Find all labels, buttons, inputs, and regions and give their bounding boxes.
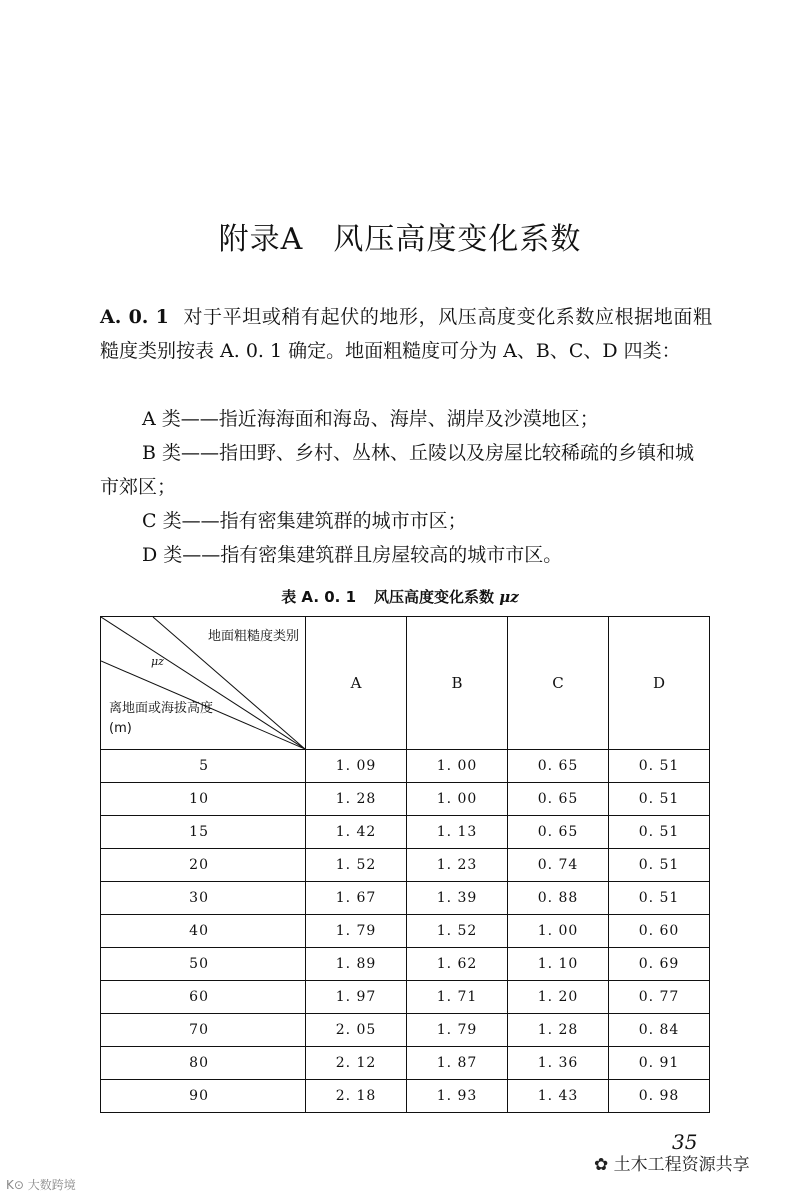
clause-a01 bbox=[100, 300, 712, 368]
clause-text: 对于平坦或稍有起伏的地形，风压高度变化系数应根据地面粗糙度类别按表 A. 0. 1 确定。地面粗糙度可分为 A、B、C、D 四类： bbox=[100, 306, 712, 362]
row-height-cell: 30 bbox=[101, 882, 306, 915]
value-cell-c: 0. 74 bbox=[508, 849, 609, 882]
value-cell-b: 1. 62 bbox=[407, 948, 508, 981]
table-caption-id: 表 A. 0. 1 bbox=[281, 588, 357, 606]
row-height-cell: 60 bbox=[101, 981, 306, 1014]
value-cell-b: 1. 87 bbox=[407, 1047, 508, 1080]
row-height-cell: 5 bbox=[101, 750, 306, 783]
row-height-cell: 15 bbox=[101, 816, 306, 849]
table-row bbox=[101, 948, 710, 981]
watermark-right-text: 土木工程资源共享 bbox=[613, 1155, 750, 1175]
value-cell-a: 1. 97 bbox=[306, 981, 407, 1014]
class-b: B 类——指田野、乡村、丛林、丘陵以及房屋比较稀疏的乡镇和城市郊区； bbox=[100, 442, 695, 498]
table-row bbox=[101, 849, 710, 882]
value-cell-c: 0. 88 bbox=[508, 882, 609, 915]
value-cell-b: 1. 00 bbox=[407, 783, 508, 816]
value-cell-c: 0. 65 bbox=[508, 816, 609, 849]
row-height-cell: 20 bbox=[101, 849, 306, 882]
value-cell-c: 0. 65 bbox=[508, 783, 609, 816]
value-cell-a: 2. 12 bbox=[306, 1047, 407, 1080]
table-caption-text: 风压高度变化系数 bbox=[374, 588, 495, 606]
value-cell-b: 1. 39 bbox=[407, 882, 508, 915]
value-cell-a: 1. 52 bbox=[306, 849, 407, 882]
appendix-title: 风压高度变化系数 bbox=[333, 222, 582, 257]
col-header-b: B bbox=[407, 617, 508, 750]
col-header-c: C bbox=[508, 617, 609, 750]
col-header-d: D bbox=[609, 617, 710, 750]
value-cell-d: 0. 51 bbox=[609, 816, 710, 849]
class-a: A 类——指近海海面和海岛、海岸、湖岸及沙漠地区； bbox=[142, 408, 599, 430]
value-cell-c: 1. 10 bbox=[508, 948, 609, 981]
table-caption bbox=[0, 586, 800, 607]
col-header-a: A bbox=[306, 617, 407, 750]
table-corner-cell bbox=[101, 617, 306, 750]
page-title bbox=[0, 214, 800, 258]
corner-height-text: 离地面或海拔高度(m) bbox=[109, 701, 214, 736]
table-row bbox=[101, 1014, 710, 1047]
table-body bbox=[101, 750, 710, 1113]
value-cell-d: 0. 51 bbox=[609, 783, 710, 816]
value-cell-a: 2. 05 bbox=[306, 1014, 407, 1047]
value-cell-a: 1. 28 bbox=[306, 783, 407, 816]
value-cell-d: 0. 69 bbox=[609, 948, 710, 981]
value-cell-a: 1. 09 bbox=[306, 750, 407, 783]
watermark-left: K⊙ 大数跨境 bbox=[6, 1178, 76, 1192]
table-row bbox=[101, 783, 710, 816]
value-cell-c: 1. 28 bbox=[508, 1014, 609, 1047]
corner-symbol: μz bbox=[151, 655, 164, 668]
wind-pressure-table bbox=[100, 616, 710, 1113]
table-row bbox=[101, 1047, 710, 1080]
row-height-cell: 10 bbox=[101, 783, 306, 816]
value-cell-c: 1. 36 bbox=[508, 1047, 609, 1080]
page-number: 35 bbox=[672, 1130, 698, 1154]
value-cell-b: 1. 71 bbox=[407, 981, 508, 1014]
value-cell-c: 1. 20 bbox=[508, 981, 609, 1014]
value-cell-c: 1. 43 bbox=[508, 1080, 609, 1113]
table-caption-symbol: μz bbox=[499, 588, 519, 606]
table-row bbox=[101, 1080, 710, 1113]
row-height-cell: 40 bbox=[101, 915, 306, 948]
table-row bbox=[101, 882, 710, 915]
value-cell-b: 1. 13 bbox=[407, 816, 508, 849]
value-cell-d: 0. 84 bbox=[609, 1014, 710, 1047]
value-cell-b: 1. 23 bbox=[407, 849, 508, 882]
table-row bbox=[101, 750, 710, 783]
corner-roughness-label: 地面粗糙度类别 bbox=[207, 629, 299, 644]
watermark-right: ✿ 土木工程资源共享 bbox=[594, 1155, 750, 1175]
value-cell-d: 0. 91 bbox=[609, 1047, 710, 1080]
value-cell-d: 0. 60 bbox=[609, 915, 710, 948]
row-height-cell: 70 bbox=[101, 1014, 306, 1047]
value-cell-a: 2. 18 bbox=[306, 1080, 407, 1113]
value-cell-d: 0. 51 bbox=[609, 849, 710, 882]
value-cell-a: 1. 89 bbox=[306, 948, 407, 981]
value-cell-d: 0. 77 bbox=[609, 981, 710, 1014]
row-height-cell: 80 bbox=[101, 1047, 306, 1080]
value-cell-b: 1. 79 bbox=[407, 1014, 508, 1047]
clause-number: A. 0. 1 bbox=[100, 306, 169, 328]
value-cell-b: 1. 93 bbox=[407, 1080, 508, 1113]
value-cell-d: 0. 51 bbox=[609, 750, 710, 783]
watermark-left-text: 大数跨境 bbox=[27, 1178, 76, 1192]
table-row bbox=[101, 915, 710, 948]
row-height-cell: 90 bbox=[101, 1080, 306, 1113]
table-row bbox=[101, 981, 710, 1014]
table-header-row bbox=[101, 617, 710, 750]
value-cell-c: 1. 00 bbox=[508, 915, 609, 948]
value-cell-c: 0. 65 bbox=[508, 750, 609, 783]
corner-height-label bbox=[109, 699, 219, 739]
value-cell-a: 1. 79 bbox=[306, 915, 407, 948]
table-row bbox=[101, 816, 710, 849]
value-cell-d: 0. 51 bbox=[609, 882, 710, 915]
value-cell-b: 1. 00 bbox=[407, 750, 508, 783]
value-cell-a: 1. 42 bbox=[306, 816, 407, 849]
row-height-cell: 50 bbox=[101, 948, 306, 981]
value-cell-a: 1. 67 bbox=[306, 882, 407, 915]
appendix-label: 附录A bbox=[218, 222, 304, 257]
value-cell-b: 1. 52 bbox=[407, 915, 508, 948]
value-cell-d: 0. 98 bbox=[609, 1080, 710, 1113]
class-d: D 类——指有密集建筑群且房屋较高的城市市区。 bbox=[142, 544, 563, 566]
class-c: C 类——指有密集建筑群的城市市区； bbox=[142, 510, 467, 532]
